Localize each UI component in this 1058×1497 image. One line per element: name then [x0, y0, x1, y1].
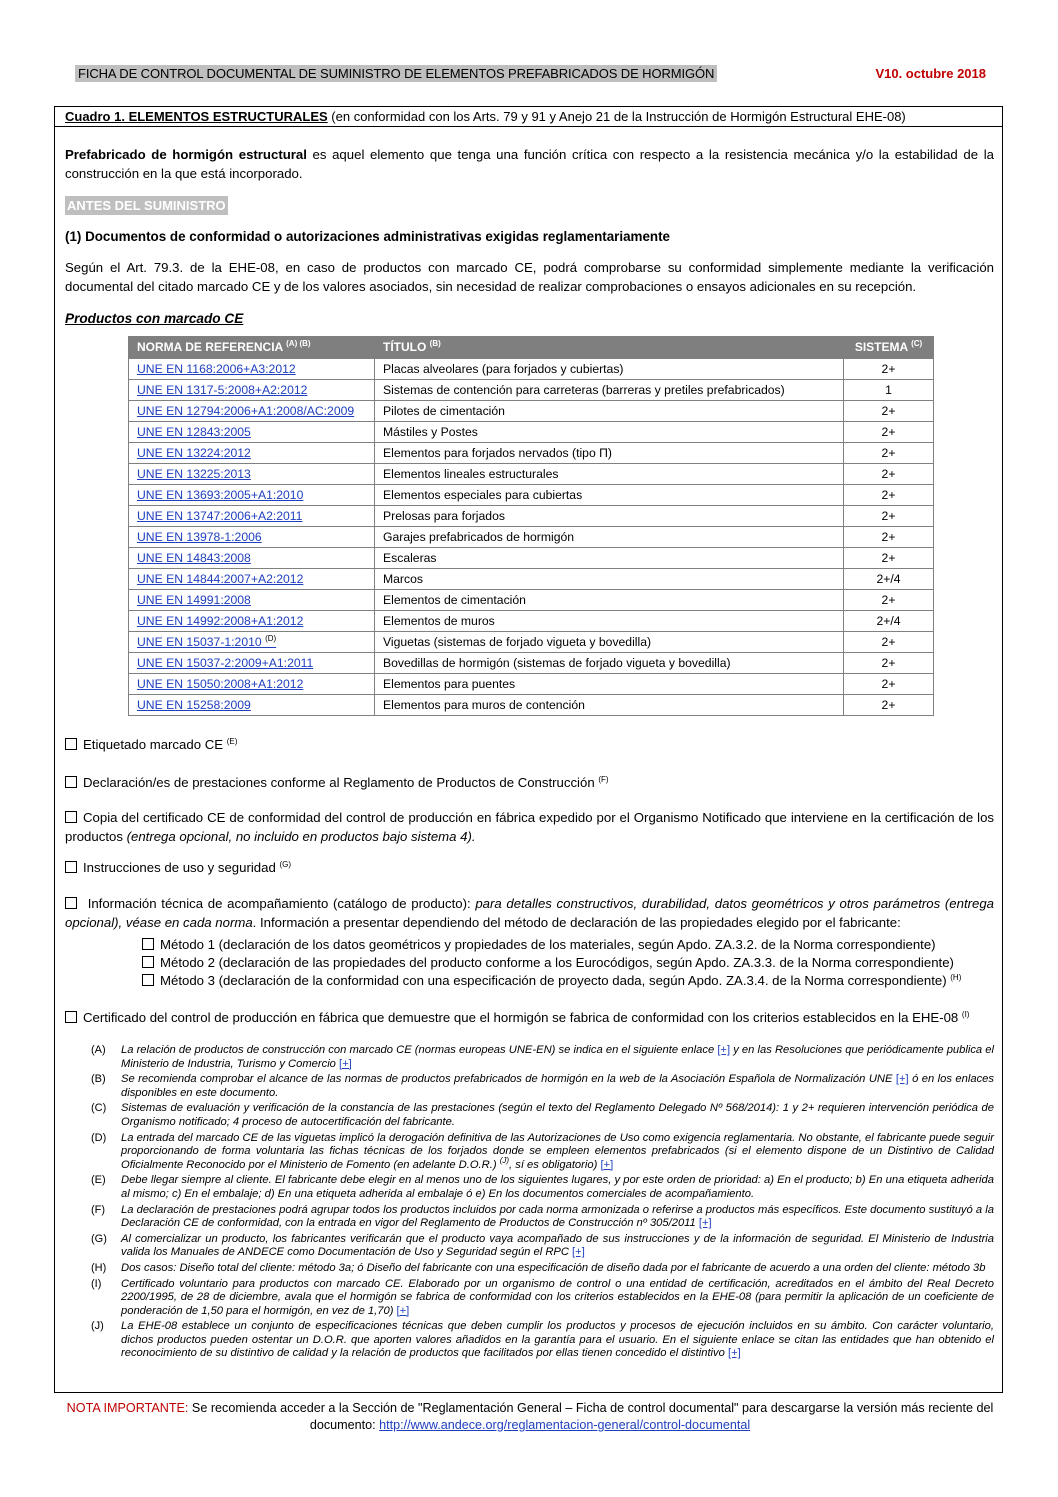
- norma-system: 2+: [844, 548, 934, 569]
- norma-link[interactable]: UNE EN 15050:2008+A1:2012: [129, 674, 375, 695]
- norma-link[interactable]: UNE EN 1317-5:2008+A2:2012: [129, 380, 375, 401]
- checkbox-method-1[interactable]: [142, 938, 154, 950]
- table-row: [129, 380, 934, 401]
- col-sistema: SISTEMA $^{(C)}$: [844, 337, 934, 359]
- norma-title: Prelosas para forjados: [375, 506, 844, 527]
- norma-system: 2+: [844, 653, 934, 674]
- cuadro-body: [65, 145, 994, 1027]
- norma-title: Elementos de muros: [375, 611, 844, 632]
- norma-link[interactable]: UNE EN 12794:2006+A1:2008/AC:2009: [129, 401, 375, 422]
- checkbox-certificado-control[interactable]: [65, 1011, 77, 1023]
- norma-link[interactable]: UNE EN 15037-2:2009+A1:2011: [129, 653, 375, 674]
- col-titulo: TÍTULO $^{(B)}$: [375, 337, 844, 359]
- norma-system: 2+: [844, 527, 934, 548]
- footnote-f-link[interactable]: [+]: [698, 1217, 712, 1230]
- document-title: FICHA DE CONTROL DOCUMENTAL DE SUMINISTRO DE ELEMENTOS PREFABRICADOS DE HORMIGÓN: [75, 65, 717, 82]
- footnotes: [91, 1044, 994, 1363]
- cuadro-title-bold: Cuadro 1. ELEMENTOS ESTRUCTURALES: [65, 109, 328, 124]
- table-row: [129, 359, 934, 380]
- method-2: Método 2 (declaración de las propiedades del producto conforme a los Eurocódigos, según Apdo. ZA.3.3. de la Norma correspondiente): [142, 954, 994, 972]
- table-row: [129, 632, 934, 653]
- footnote-d-link[interactable]: [+]: [600, 1158, 614, 1171]
- norma-title: Sistemas de contención para carreteras (barreras y pretiles prefabricados): [375, 380, 844, 401]
- checkbox-declaracion[interactable]: [65, 776, 77, 788]
- footnote-j: (J) La EHE-08 establece un conjunto de especificaciones técnicas que deben cumplir los productos y procesos de ejecución incluidos en su ámbito. Con carácter voluntario, dichos productos pueden ostentar un D.O.R. que aporten valores añadidos en la garantía para el usuario. En el siguiente enlace se citan las entidades que han obtenido el reconocimiento de su distintivo de calidad y la relación de productos que facilitados por ellas tienen concedido el distintivo [+]: [91, 1320, 994, 1360]
- checkbox-method-3[interactable]: [142, 974, 154, 986]
- norma-system: 2+: [844, 359, 934, 380]
- footnote-f: (F) La declaración de prestaciones podrá agrupar todos los productos incluidos por cada norma armonizada o referirse a productos más específicos. Este documento sustituyó a la Declaración CE de conformidad, con la entrada en vigor del Reglamento de Productos de Construcción nº 305/2011 [+]: [91, 1203, 994, 1230]
- footnote-g: (G) Al comercializar un producto, los fabricantes verificarán que el producto vaya acompañado de sus instrucciones y de la información de seguridad. El Ministerio de Industria valida los Manuales de ANDECE como Documentación de Uso y Seguridad según el RPC [+]: [91, 1232, 994, 1259]
- table-row: [129, 422, 934, 443]
- norma-link[interactable]: UNE EN 14844:2007+A2:2012: [129, 569, 375, 590]
- footnote-a-link-2[interactable]: [+]: [339, 1057, 352, 1070]
- products-heading: Productos con marcado CE: [65, 311, 244, 326]
- norma-title: Garajes prefabricados de hormigón: [375, 527, 844, 548]
- norma-title: Bovedillas de hormigón (sistemas de forjado vigueta y bovedilla): [375, 653, 844, 674]
- table-row: [129, 506, 934, 527]
- norma-title: Marcos: [375, 569, 844, 590]
- ce-paragraph: Según el Art. 79.3. de la EHE-08, en caso de productos con marcado CE, podrá comprobarse su conformidad simplemente mediante la verificación documental del citado marcado CE y de los valores asociados, sin necesidad de realizar comprobaciones o ensayos adicionales en su recepción.: [65, 260, 994, 294]
- definition-text: es aquel elemento que tenga una función crítica con respecto a la resistencia mecánica y/o la estabilidad de la construcción en la que está incorporado.: [65, 147, 994, 181]
- table-row: [129, 485, 934, 506]
- norma-link[interactable]: UNE EN 13225:2013: [129, 464, 375, 485]
- norma-link[interactable]: UNE EN 12843:2005: [129, 422, 375, 443]
- norma-system: 2+: [844, 422, 934, 443]
- table-row: [129, 401, 934, 422]
- norma-link[interactable]: UNE EN 15258:2009: [129, 695, 375, 716]
- norma-system: 2+: [844, 506, 934, 527]
- norma-link[interactable]: UNE EN 14843:2008: [129, 548, 375, 569]
- norma-title: Placas alveolares (para forjados y cubiertas): [375, 359, 844, 380]
- table-row: [129, 695, 934, 716]
- col-norma: NORMA DE REFERENCIA $^{(A) (B)}$: [129, 337, 375, 359]
- section-antes-suministro: ANTES DEL SUMINISTRO: [67, 198, 226, 213]
- footnote-j-link[interactable]: [+]: [727, 1347, 741, 1360]
- norma-title: Elementos lineales estructurales: [375, 464, 844, 485]
- methods-list: [142, 936, 994, 990]
- norma-title: Elementos para puentes: [375, 674, 844, 695]
- table-row: [129, 548, 934, 569]
- norma-system: 2+: [844, 590, 934, 611]
- footer-lead: NOTA IMPORTANTE:: [66, 1401, 189, 1415]
- definition-term: Prefabricado de hormigón estructural: [65, 147, 307, 162]
- norma-link[interactable]: UNE EN 13224:2012: [129, 443, 375, 464]
- norma-title: Pilotes de cimentación: [375, 401, 844, 422]
- check-informacion-tecnica: Información técnica de acompañamiento (catálogo de producto): para detalles constructivos, durabilidad, datos geométricos y otros parámetros (entrega opcional), véase en cada norma. Información a presentar dependiendo del método de declaración de las propiedades elegido por el fabricante:: [65, 896, 994, 930]
- method-3: Método 3 (declaración de la conformidad con una especificación de proyecto dada, según Apdo. ZA.3.4. de la Norma correspondiente) $^{(H)}$: [142, 972, 994, 990]
- check-copia-certificado: Copia del certificado CE de conformidad del control de producción en fábrica expedido por el Organismo Notificado que interviene en la certificación de los productos (entrega opcional, no incluido en productos bajo sistema 4).: [65, 810, 994, 844]
- table-row: [129, 590, 934, 611]
- footnote-d: (D) La entrada del marcado CE de las viguetas implicó la derogación definitiva de las Autorizaciones de Uso como exigencia reglamentaria. No obstante, el fabricante puede seguir proporcionando de forma voluntaria las fichas técnicas de los forjados donde se empleen elementos prefabricados (si el elemento dispone de un Distintivo de Calidad Oficialmente Reconocido por el Ministerio de Fomento (en adelante D.O.R.) $^{(J)}$, sí es obligatorio) [+]: [91, 1131, 994, 1171]
- check-declaracion: Declaración/es de prestaciones conforme al Reglamento de Productos de Construcción $^{(F)}$: [65, 773, 994, 792]
- norma-title: Elementos para muros de contención: [375, 695, 844, 716]
- check-certificado-control: Certificado del control de producción en fábrica que demuestre que el hormigón se fabrica de conformidad con los criterios establecidos en la EHE-08 $^{(I)}$: [65, 1008, 994, 1027]
- norma-title: Elementos de cimentación: [375, 590, 844, 611]
- norma-system: 1: [844, 380, 934, 401]
- method-1: Método 1 (declaración de los datos geométricos y propiedades de los materiales, según Apdo. ZA.3.2. de la Norma correspondiente): [142, 936, 994, 954]
- norms-table-header: [129, 337, 934, 359]
- check-etiquetado: Etiquetado marcado CE $^{(E)}$: [65, 735, 994, 754]
- table-row: [129, 569, 934, 590]
- norma-system: 2+: [844, 443, 934, 464]
- table-row: [129, 653, 934, 674]
- norma-system: 2+: [844, 464, 934, 485]
- norma-link[interactable]: UNE EN 14992:2008+A1:2012: [129, 611, 375, 632]
- norma-link[interactable]: UNE EN 14991:2008: [129, 590, 375, 611]
- norms-table-body: [129, 359, 934, 716]
- footnote-b-link[interactable]: [+]: [895, 1073, 909, 1086]
- footnote-c: (C) Sistemas de evaluación y verificación de la constancia de las prestaciones (según el texto del Reglamento Delegado Nº 568/2014): 1 y 2+ requieren intervención periódica de Organismo notificado; 4 proceso de autocertificación del fabricante.: [91, 1102, 994, 1128]
- footnote-e: (E) Debe llegar siempre al cliente. El fabricante debe elegir en al menos uno de los siguientes lugares, y por este orden de prioridad: a) En el producto; b) En una etiqueta adherida al mismo; c) En el embalaje; d) En una etiqueta adherida al embalaje ó e) En los documentos comerciales de acompañamiento.: [91, 1174, 994, 1200]
- footnote-b: (B) Se recomienda comprobar el alcance de las normas de productos prefabricados de hormigón en la web de la Asociación Española de Normalización UNE [+] ó en los enlaces disponibles en este documento.: [91, 1073, 994, 1099]
- checkbox-etiquetado[interactable]: [65, 738, 77, 750]
- norma-system: 2+/4: [844, 569, 934, 590]
- norma-title: Elementos para forjados nervados (tipo Π): [375, 443, 844, 464]
- norma-link[interactable]: UNE EN 13747:2006+A2:2011: [129, 506, 375, 527]
- norma-link[interactable]: UNE EN 13978-1:2006: [129, 527, 375, 548]
- docs-heading: (1) Documentos de conformidad o autorizaciones administrativas exigidas reglamentariamente: [65, 229, 670, 244]
- cuadro-frame: [54, 106, 1003, 1393]
- page-header: [75, 65, 990, 87]
- norms-table: [128, 336, 934, 716]
- norma-link[interactable]: UNE EN 15037-1:2010 $^{(D)}$: [129, 632, 375, 653]
- table-row: [129, 527, 934, 548]
- checkbox-method-2[interactable]: [142, 956, 154, 968]
- cuadro-title-rest: (en conformidad con los Arts. 79 y 91 y Anejo 21 de la Instrucción de Hormigón Estructural EHE-08): [327, 109, 906, 124]
- table-row: [129, 674, 934, 695]
- norma-title: Viguetas (sistemas de forjado vigueta y bovedilla): [375, 632, 844, 653]
- definition-paragraph: [65, 145, 994, 183]
- norma-system: 2+/4: [844, 611, 934, 632]
- footnote-i-link[interactable]: [+]: [396, 1304, 410, 1317]
- table-row: [129, 464, 934, 485]
- footnote-i: (I) Certificado voluntario para productos con marcado CE. Elaborado por un organismo de control o una entidad de certificación, acreditados en el ámbito del Real Decreto 2200/1995, de 28 de diciembre, avala que el hormigón se fabrica de conformidad con los criterios establecidos en la EHE-08 (para permitir la aplicación de un coeficiente de ponderación de 1,50 para el hormigón, en vez de 1,70) [+]: [91, 1277, 994, 1317]
- norma-title: Escaleras: [375, 548, 844, 569]
- table-row: [129, 443, 934, 464]
- norma-system: 2+: [844, 401, 934, 422]
- norma-system: 2+: [844, 632, 934, 653]
- checkbox-instrucciones[interactable]: [65, 861, 77, 873]
- table-row: [129, 611, 934, 632]
- checkbox-copia-certificado[interactable]: [65, 811, 77, 823]
- checkbox-informacion-tecnica[interactable]: [65, 897, 77, 909]
- norma-system: 2+: [844, 695, 934, 716]
- norma-title: Elementos especiales para cubiertas: [375, 485, 844, 506]
- footer-note: [60, 1400, 1000, 1434]
- norma-system: 2+: [844, 674, 934, 695]
- footer-text: Se recomienda acceder a la Sección de "Reglamentación General – Ficha de control documental" para descargarse la versión más reciente del documento:: [188, 1401, 994, 1432]
- norma-title: Mástiles y Postes: [375, 422, 844, 443]
- footnote-a-link-1[interactable]: [+]: [717, 1044, 731, 1056]
- check-instrucciones: Instrucciones de uso y seguridad $^{(G)}$: [65, 858, 994, 877]
- norma-link[interactable]: UNE EN 1168:2006+A3:2012: [129, 359, 375, 380]
- cuadro-title: [55, 107, 1002, 127]
- norma-system: 2+: [844, 485, 934, 506]
- document-version: V10. octubre 2018: [875, 66, 986, 81]
- footnote-g-link[interactable]: [+]: [572, 1246, 585, 1259]
- norma-link[interactable]: UNE EN 13693:2005+A1:2010: [129, 485, 375, 506]
- footer-url-link[interactable]: http://www.andece.org/reglamentacion-general/control-documental: [379, 1418, 751, 1432]
- footnote-a: (A) La relación de productos de construcción con marcado CE (normas europeas UNE-EN) se indica en el siguiente enlace [+] y en las Resoluciones que periódicamente publica el Ministerio de Industria, Turismo y Comercio [+]: [91, 1044, 994, 1070]
- footnote-h: (H) Dos casos: Diseño total del cliente: método 3a; ó Diseño del fabricante con una especificación de diseño dada por el fabricante de acuerdo a una orden del cliente: método 3b: [91, 1261, 986, 1274]
